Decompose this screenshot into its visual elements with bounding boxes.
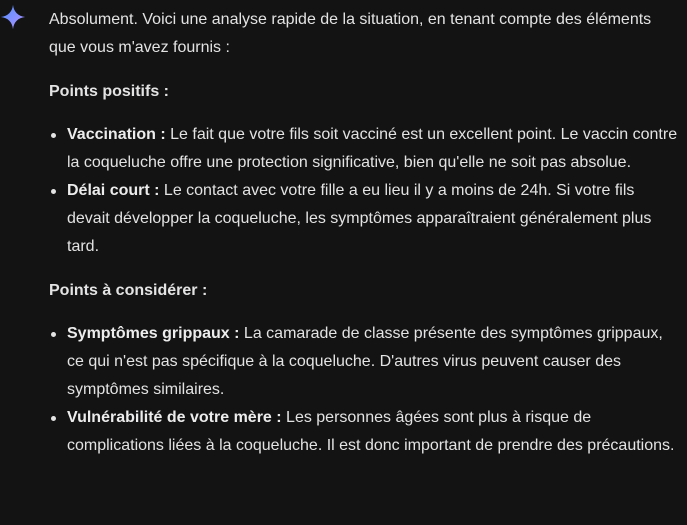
list-item	[49, 121, 679, 177]
list-item-term: Vulnérabilité de votre mère :	[67, 409, 282, 426]
section-heading-positive: Points positifs :	[49, 83, 169, 100]
assistant-response	[49, 6, 679, 476]
response-intro: Absolument. Voici une analyse rapide de la situation, en tenant compte des éléments que vous m'avez fournis :	[49, 11, 652, 56]
list-item-text: La camarade de classe présente des symptômes grippaux, ce qui n'est pas spécifique à la coqueluche. D'autres virus peuvent causer des symptômes similaires.	[67, 325, 663, 398]
list-item	[49, 177, 679, 261]
list-item	[49, 320, 679, 404]
list-item-term: Symptômes grippaux :	[67, 325, 240, 342]
bullet-list-positive	[49, 121, 679, 261]
list-item-term: Délai court :	[67, 182, 160, 199]
list-item	[49, 404, 679, 460]
list-item-text: Le fait que votre fils soit vacciné est un excellent point. Le vaccin contre la coqueluche offre une protection significative, bien qu'elle ne soit pas absolue.	[67, 126, 678, 171]
list-item-text: Le contact avec votre fille a eu lieu il y a moins de 24h. Si votre fils devait développer la coqueluche, les symptômes apparaîtraient généralement plus tard.	[67, 182, 652, 255]
gemini-sparkle-icon	[0, 4, 26, 30]
section-heading-considerations: Points à considérer :	[49, 282, 208, 299]
list-item-term: Vaccination :	[67, 126, 166, 143]
bullet-list-considerations	[49, 320, 679, 460]
list-item-text: Les personnes âgées sont plus à risque de complications liées à la coqueluche. Il est donc important de prendre des précautions.	[67, 409, 675, 454]
